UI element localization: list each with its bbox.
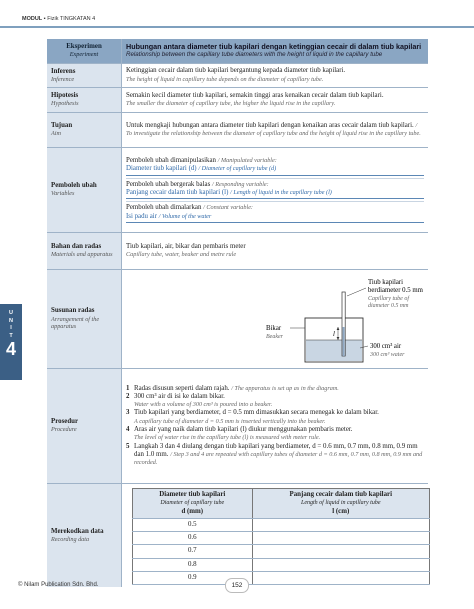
variables-row: Pemboleh ubah Variables Pemboleh ubah dimanipulasikan / Manipulated variable: Diameter tiub kapilari (d) / Diameter of capillary tube (d) Pemboleh ubah bergerak balas / Responding variable: Panjang cecair dalam tiub kapilari (l) / Length of liquid in the capillary tube (l) Pemboleh ubah dimalarkan / Constant variable: Isi padu air / Volume of the water [47, 148, 428, 233]
data-table [132, 488, 430, 585]
constant-answer: Isi padu air [126, 212, 157, 220]
page-header [0, 0, 474, 36]
unit-number: 4 [5, 339, 16, 359]
manipulated-answer: Diameter tiub kapilari (d) [126, 165, 197, 173]
svg-text:Capillary tube of: Capillary tube of [368, 296, 409, 302]
hypothesis-row: Hipotesis Hypothesis Semakin kecil diameter tiub kapilari, semakin tinggi aras kenaikan cecair dalam tiub kapilari. The smaller the diameter of capillary tube, the higher the liquid rise in the capillary. [47, 88, 428, 113]
inference-row: Inferens Inference Ketinggian cecair dalam tiub kapilari bergantung kepada diameter tiub kapilari. The height of liquid in capillary tube depends on the diameter of capillary tube. [47, 64, 428, 88]
page-number: 152 [225, 578, 249, 593]
aim-row: Tujuan Aim Untuk mengkaji hubungan antara diameter tiub kapilari dengan kenaikan aras cecair dalam tiub kapilari. / To investigate the relationship between the diameter of capillary tube and the height of liquid rise in the capillary tube. [47, 113, 428, 148]
title-row [47, 39, 428, 64]
procedure-step: 5 Langkah 3 dan 4 diulang dengan tiub kapilari yang berdiameter, d = 0.6 mm, 0.7 mm, 0.8 mm, 0.9 mm dan 1.0 mm. / Step 3 and 4 are repeated with capillary tubes of diameter d = 0.6 mm, 0.7 mm, 0.8 mm, 0.9 mm and recorded. [126, 442, 423, 467]
svg-text:300 cm³ water: 300 cm³ water [370, 352, 405, 358]
table-row: 0.7 [133, 545, 430, 558]
publisher-credit: © Nilam Publication Sdn. Bhd. [18, 582, 99, 588]
table-header-row: Diameter tiub kapilari Diameter of capillary tube d (mm) Panjang cecair dalam tiub kapilari Length of liquid in capillary tube l (cm) [133, 489, 430, 519]
procedure-row: Prosedur Procedure 1 Radas disusun seperti dalam rajah. / The apparatus is set up as in the diagram. 2 300 cm³ air di isi ke dalam bikar. Water with a volume of 300 cm³ is poured into a beaker. 3 Tiub kapilari yang berdiameter, d = 0.5 mm dimasukkan secara menegak ke dalam bikar. A capillary tube of diameter d = 0.5 mm is inserted vertically into the beaker. 4 Aras air yang naik dalam tiub kapilari (l) diukur menggunakan pembaris meter. The level of water rise in the capillary tube (l) is measured with meter rule. 5 Langkah 3 dan 4 diulang dengan tiub kapilari yang berdiameter, d = 0.6 mm, 0.7 mm, 0.8 mm, 0.9 mm dan 1.0 mm. / Step 3 and 4 are repeated with capillary tubes of diameter d = 0.6 mm, 0.7 mm, 0.8 mm, 0.9 mm and recorded. [47, 369, 428, 484]
experiment-title: Hubungan antara diameter tiub kapilari dengan ketinggian cecair di dalam tiub kapilari [126, 41, 422, 51]
water-label: 300 cm³ air [370, 343, 402, 350]
unit-tab: U N I T 4 [0, 304, 22, 380]
table-row: 0.5 [133, 518, 430, 531]
recording-row: Merekodkan data Recording data Diameter tiub kapilari Diameter of capillary tube d (mm) Panjang cecair dalam tiub kapilari Length of liquid in capillary tube l (cm) 0.5 0.6 0.7 0.8 0.9 [47, 484, 428, 588]
procedure-step: 3 Tiub kapilari yang berdiameter, d = 0.5 mm dimasukkan secara menegak ke dalam bikar. A capillary tube of diameter d = 0.5 mm is inserted vertically into the beaker. [126, 409, 379, 425]
table-row: 0.8 [133, 558, 430, 571]
procedure-step: 2 300 cm³ air di isi ke dalam bikar. Water with a volume of 300 cm³ is poured into a beaker. [126, 392, 273, 409]
svg-text:l: l [333, 331, 335, 338]
svg-text:berdiameter 0.5 mm: berdiameter 0.5 mm [368, 287, 423, 294]
setup-row: Susunan radas Arrangement of the apparatus Bikar Beaker l Tiub kapilari berdiameter 0.5 mm Capillary tube of diameter 0.5 mm 300 cm³ air 300 cm³ water [47, 270, 428, 369]
responding-answer: Panjang cecair dalam tiub kapilari (l) [126, 189, 229, 196]
experiment-table [47, 39, 428, 587]
experiment-label: Eksperimen Experiment [47, 39, 122, 64]
procedure-step: 4 Aras air yang naik dalam tiub kapilari (l) diukur menggunakan pembaris meter. The level of water rise in the capillary tube (l) is measured with meter rule. [126, 426, 353, 442]
table-row: 0.6 [133, 532, 430, 545]
header-rule [0, 26, 474, 28]
experiment-title-en: Relationship between the capillary tube diameters with the height of liquid in the capillary tube [126, 51, 383, 58]
procedure-step: 1 Radas disusun seperti dalam rajah. / The apparatus is set up as in the diagram. [126, 384, 339, 392]
svg-text:diameter 0.5 mm: diameter 0.5 mm [368, 303, 409, 309]
water-fill [306, 340, 362, 361]
header-text: MODUL ▪ Fizik TINGKATAN 4 [22, 16, 96, 22]
beaker-label: Bikar [266, 325, 282, 332]
table-row: 0.9 [133, 572, 430, 585]
tube-label: Tiub kapilari [368, 279, 404, 286]
materials-row: Bahan dan radas Materials and apparatus Tiub kapilari, air, bikar dan pembaris meter Capillary tube, water, beaker and metre rule [47, 233, 428, 270]
svg-text:Beaker: Beaker [266, 334, 283, 340]
apparatus-diagram [122, 270, 432, 368]
